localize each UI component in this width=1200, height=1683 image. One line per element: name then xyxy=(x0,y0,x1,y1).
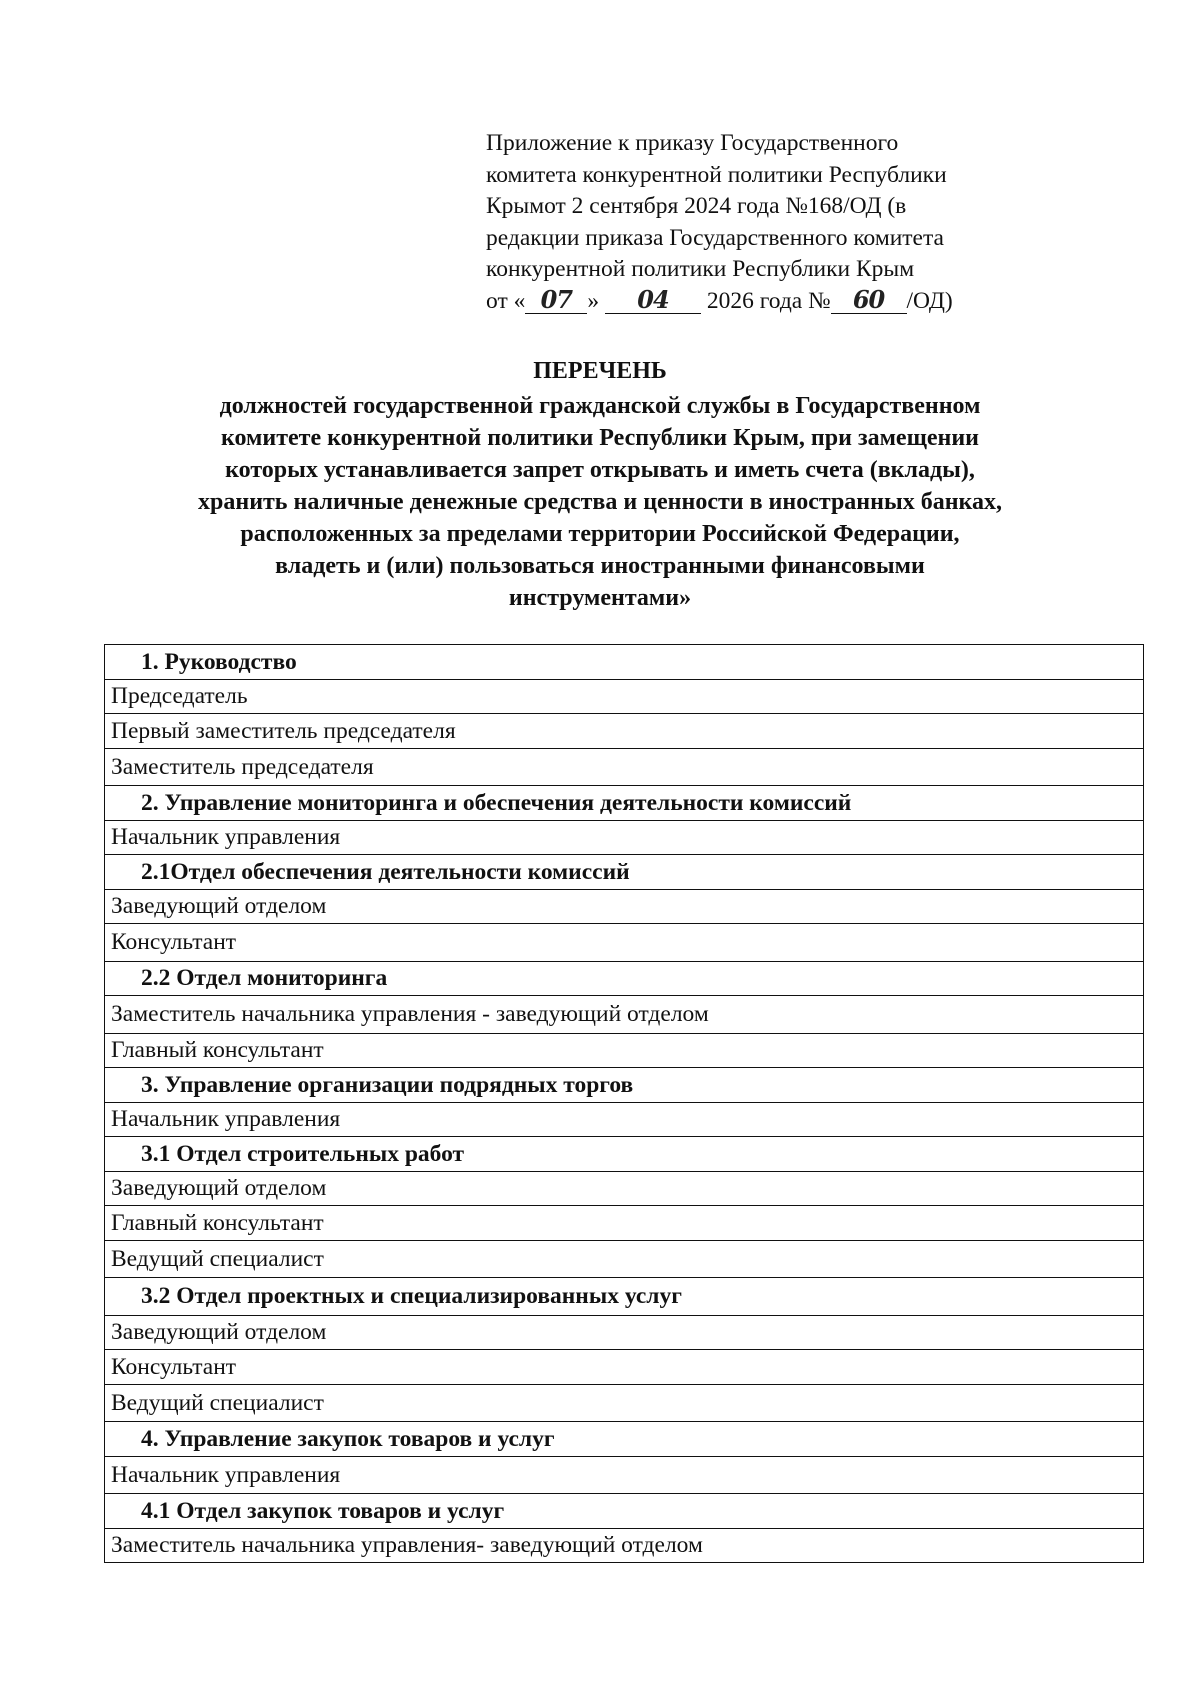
section-row xyxy=(105,1278,1144,1316)
position-name: Главный консультант xyxy=(105,1206,1144,1241)
position-row xyxy=(105,1350,1144,1385)
position-name: Заведующий отделом xyxy=(105,1171,1144,1206)
section-row xyxy=(105,961,1144,996)
section-row xyxy=(105,1068,1144,1103)
section-row xyxy=(105,1422,1144,1457)
title-line: расположенных за пределами территории Российской Федерации, xyxy=(240,521,960,547)
positions-table xyxy=(104,644,1144,1563)
position-row xyxy=(105,1102,1144,1137)
title-line: комитете конкурентной политики Республики Крым, при замещении xyxy=(221,425,979,451)
section-row xyxy=(105,1137,1144,1172)
appendix-date-line xyxy=(486,286,1126,318)
position-row xyxy=(105,820,1144,855)
order-number-handwritten: 60 xyxy=(852,284,885,314)
title-line: хранить наличные денежные средства и ценности в иностранных банках, xyxy=(198,489,1002,515)
position-name: Ведущий специалист xyxy=(105,1240,1144,1278)
date-mid: » xyxy=(587,287,600,314)
position-name: Консультант xyxy=(105,1350,1144,1385)
position-row xyxy=(105,889,1144,924)
position-row xyxy=(105,924,1144,962)
position-name: Председатель xyxy=(105,679,1144,714)
position-name: Начальник управления xyxy=(105,1102,1144,1137)
appendix-header xyxy=(486,128,1126,317)
position-name: Заведующий отделом xyxy=(105,1315,1144,1350)
title-subtitle xyxy=(100,390,1100,614)
document-title xyxy=(100,356,1100,614)
date-prefix: от « xyxy=(486,287,526,314)
appendix-line: конкурентной политики Республики Крым xyxy=(486,256,915,282)
position-row xyxy=(105,996,1144,1034)
title-line: инструментами» xyxy=(508,585,692,611)
section-title: 4. Управление закупок товаров и услуг xyxy=(105,1422,1144,1457)
order-suffix: /ОД) xyxy=(906,287,953,314)
title-line: которых устанавливается запрет открывать и иметь счета (вклады), xyxy=(225,457,975,483)
position-row xyxy=(105,714,1144,749)
positions-table-body xyxy=(105,645,1144,1563)
position-row xyxy=(105,1315,1144,1350)
section-title: 3.2 Отдел проектных и специализированных услуг xyxy=(105,1278,1144,1316)
title-main: ПЕРЕЧЕНЬ xyxy=(533,358,667,384)
section-title: 2.2 Отдел мониторинга xyxy=(105,961,1144,996)
section-title: 1. Руководство xyxy=(105,645,1144,680)
appendix-line: комитета конкурентной политики Республики xyxy=(486,161,947,188)
section-title: 3.1 Отдел строительных работ xyxy=(105,1137,1144,1172)
title-line: владеть и (или) пользоваться иностранными финансовыми xyxy=(275,553,925,579)
section-title: 2.1Отдел обеспечения деятельности комиссий xyxy=(105,855,1144,890)
section-title: 2. Управление мониторинга и обеспечения деятельности комиссий xyxy=(105,786,1144,821)
position-row xyxy=(105,1456,1144,1494)
date-month-handwritten: 04 xyxy=(637,284,669,314)
position-row xyxy=(105,1033,1144,1068)
section-row xyxy=(105,1494,1144,1529)
section-title: 3. Управление организации подрядных торгов xyxy=(105,1068,1144,1103)
position-row xyxy=(105,1384,1144,1422)
position-name: Заместитель начальника управления - заведующий отделом xyxy=(105,996,1144,1034)
date-day-field xyxy=(525,286,587,314)
appendix-line: Приложение к приказу Государственного xyxy=(486,130,899,156)
position-name: Заместитель начальника управления- заведующий отделом xyxy=(105,1528,1144,1563)
position-name: Ведущий специалист xyxy=(105,1384,1144,1422)
appendix-line: редакции приказа Государственного комитета xyxy=(486,224,944,251)
position-name: Заместитель председателя xyxy=(105,748,1144,786)
section-row xyxy=(105,645,1144,680)
order-number-field xyxy=(831,286,907,314)
section-title: 4.1 Отдел закупок товаров и услуг xyxy=(105,1494,1144,1529)
position-row xyxy=(105,1171,1144,1206)
position-row xyxy=(105,679,1144,714)
title-line: должностей государственной гражданской службы в Государственном xyxy=(219,393,981,419)
position-name: Начальник управления xyxy=(105,820,1144,855)
position-row xyxy=(105,748,1144,786)
position-row xyxy=(105,1528,1144,1563)
position-row xyxy=(105,1240,1144,1278)
section-row xyxy=(105,855,1144,890)
appendix-line: Крымот 2 сентября 2024 года №168/ОД (в xyxy=(486,193,907,219)
date-month-field xyxy=(605,286,701,314)
position-name: Консультант xyxy=(105,924,1144,962)
date-day-handwritten: 07 xyxy=(540,284,573,314)
section-row xyxy=(105,786,1144,821)
date-year-text: 2026 года № xyxy=(706,287,831,314)
position-name: Начальник управления xyxy=(105,1456,1144,1494)
position-name: Главный консультант xyxy=(105,1033,1144,1068)
position-name: Заведующий отделом xyxy=(105,889,1144,924)
position-name: Первый заместитель председателя xyxy=(105,714,1144,749)
position-row xyxy=(105,1206,1144,1241)
